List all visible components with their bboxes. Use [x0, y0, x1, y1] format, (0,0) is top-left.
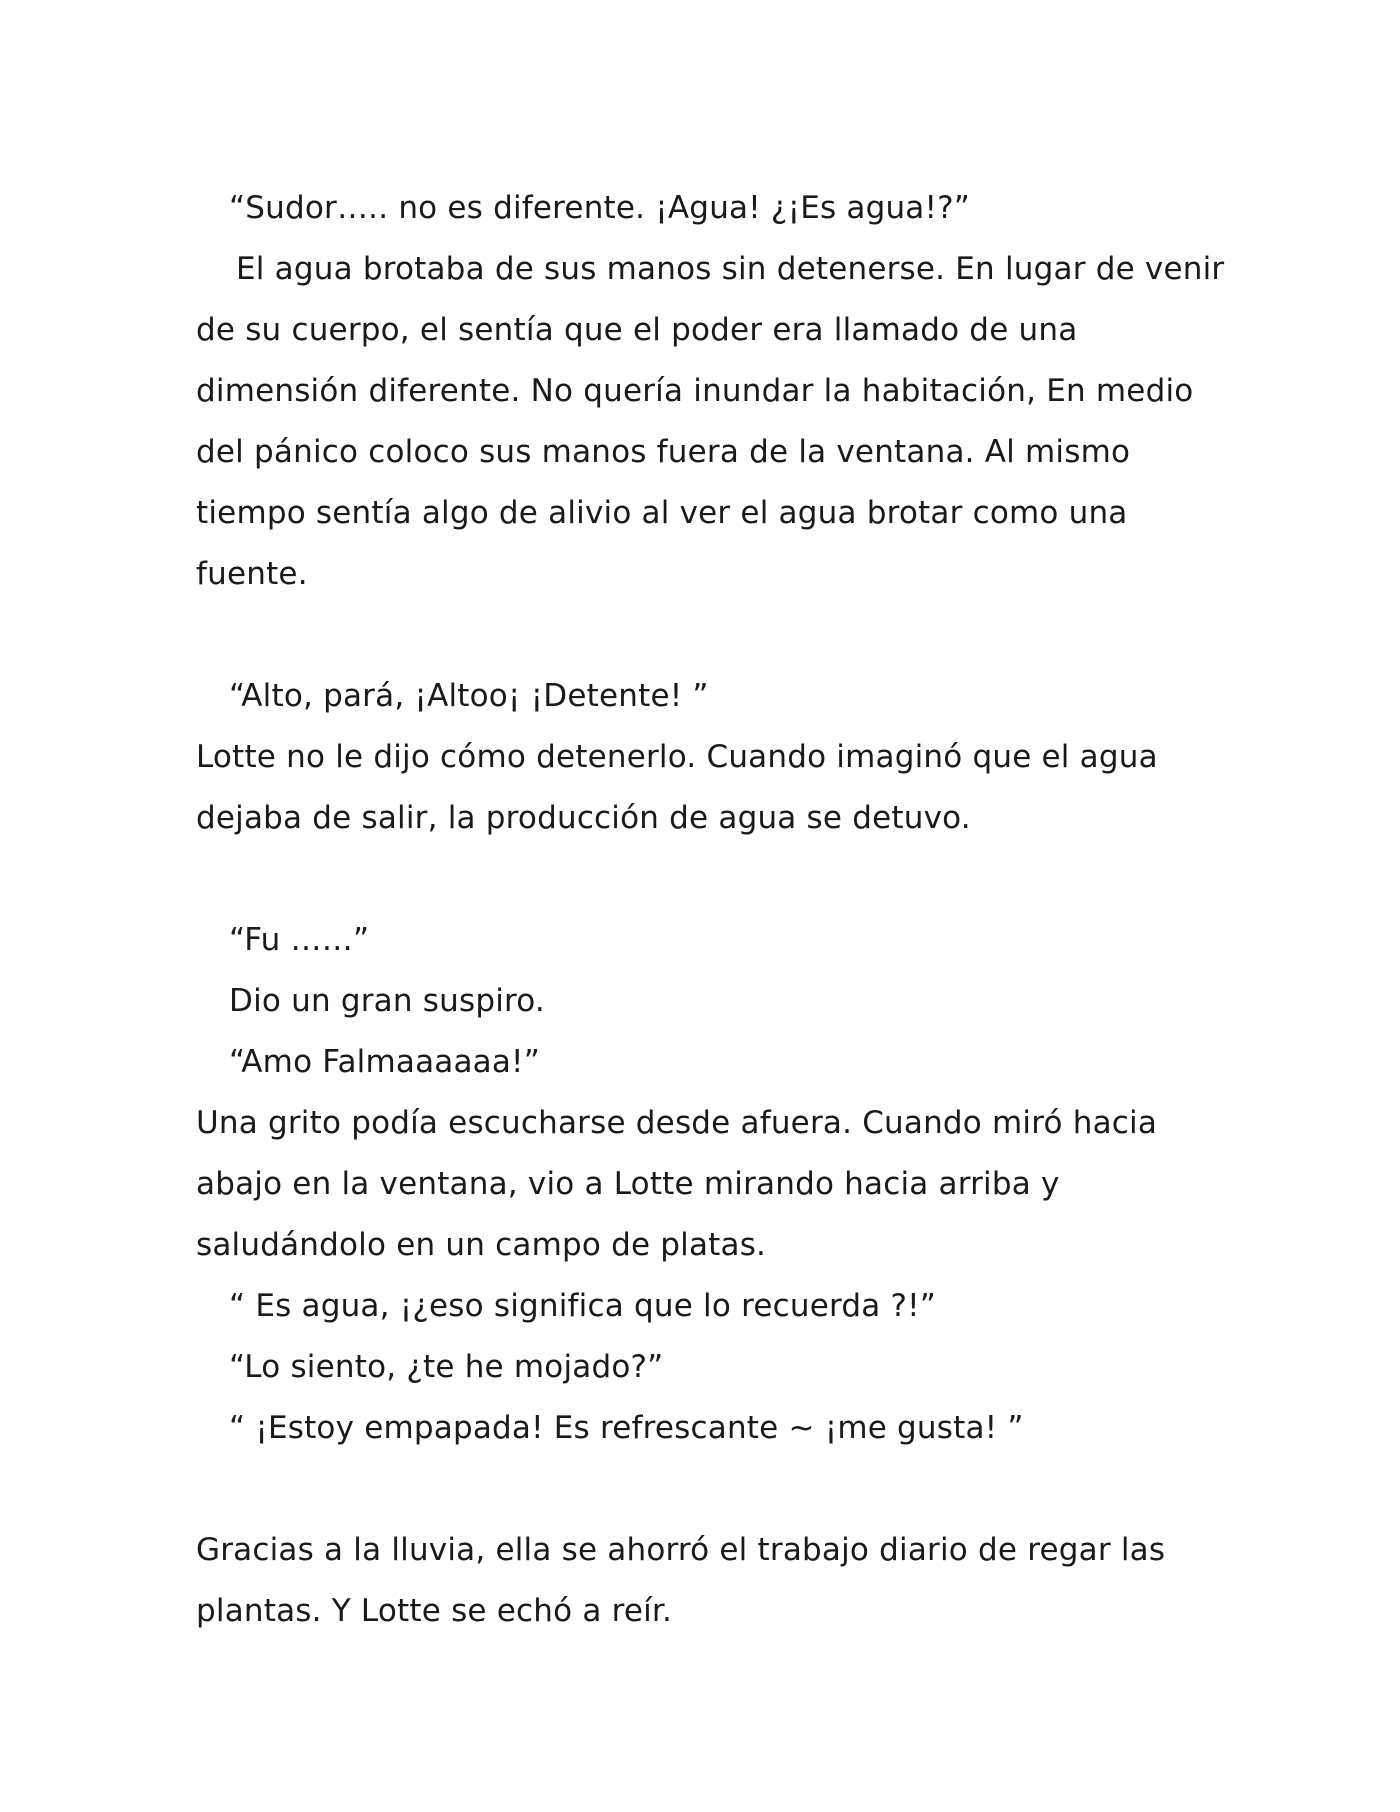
text-line: tiempo sentía algo de alivio al ver el agua brotar como una [196, 495, 1128, 531]
text-line: “Sudor….. no es diferente. ¡Agua! ¿¡Es agua!?” [229, 190, 971, 226]
text-line: dejaba de salir, la producción de agua se detuvo. [196, 800, 971, 836]
text-line: del pánico coloco sus manos fuera de la ventana. Al mismo [196, 434, 1131, 470]
text-line: “Amo Falmaaaaaa!” [229, 1044, 540, 1080]
text-line: Dio un gran suspiro. [229, 983, 545, 1019]
text-line: Lotte no le dijo cómo detenerlo. Cuando imaginó que el agua [196, 739, 1158, 775]
text-line: Gracias a la lluvia, ella se ahorró el trabajo diario de regar las [196, 1532, 1166, 1568]
text-line: fuente. [196, 556, 308, 592]
text-line: “ ¡Estoy empapada! Es refrescante ~ ¡me gusta! ” [229, 1410, 1024, 1446]
paragraph-break [196, 605, 1246, 666]
paragraph-break [196, 1459, 1246, 1520]
paragraph-break [196, 849, 1246, 910]
text-line: plantas. Y Lotte se echó a reír. [196, 1593, 673, 1629]
text-line: El agua brotaba de sus manos sin detenerse. En lugar de venir [236, 251, 1225, 287]
text-line: “Fu ……” [229, 922, 370, 958]
text-line: abajo en la ventana, vio a Lotte mirando hacia arriba y [196, 1166, 1060, 1202]
body-text [196, 178, 1246, 1642]
text-line: “Lo siento, ¿te he mojado?” [229, 1349, 664, 1385]
text-line: de su cuerpo, el sentía que el poder era llamado de una [196, 312, 1078, 348]
text-line: Una grito podía escucharse desde afuera. Cuando miró hacia [196, 1105, 1158, 1141]
text-line: “Alto, pará, ¡Altoo¡ ¡Detente! ” [229, 678, 709, 714]
text-line: saludándolo en un campo de platas. [196, 1227, 767, 1263]
text-line: “ Es agua, ¡¿eso significa que lo recuerda ?!” [229, 1288, 937, 1324]
text-line: dimensión diferente. No quería inundar la habitación, En medio [196, 373, 1194, 409]
